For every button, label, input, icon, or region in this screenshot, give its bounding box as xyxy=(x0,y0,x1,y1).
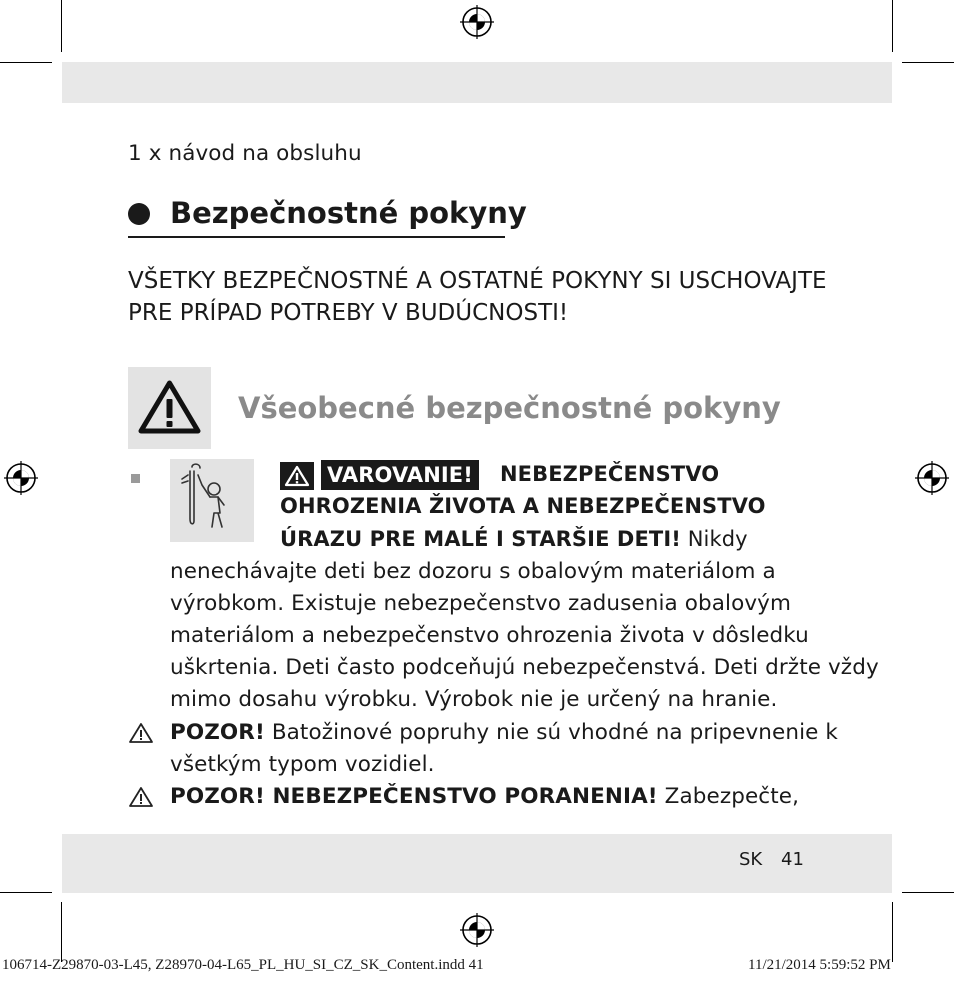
child-warning-icon xyxy=(170,459,254,542)
crop-mark xyxy=(61,0,62,52)
pozor-2-rest: Zabezpečte, xyxy=(664,784,800,809)
warning-head-2: OHROZENIA ŽIVOTA A NEBEZPEČENSTVO xyxy=(280,494,766,518)
warning-triangle-icon xyxy=(128,722,154,744)
pozor-2-line xyxy=(170,781,799,813)
registration-mark-icon xyxy=(915,461,949,495)
caps-line-1: VŠETKY BEZPEČNOSTNÉ A OSTATNÉ POKYNY SI USCHOVAJTE xyxy=(128,268,827,294)
footer-lang: SK xyxy=(739,849,763,870)
crop-mark xyxy=(0,892,52,893)
warning-triangle-icon xyxy=(128,367,211,449)
child-warning-image xyxy=(170,459,254,542)
slug-file: 106714-Z29870-03-L45, Z28970-04-L65_PL_HU_SI_CZ_SK_Content.indd 41 xyxy=(2,957,484,973)
section-heading: Bezpečnostné pokyny xyxy=(170,196,527,230)
registration-mark-icon xyxy=(460,913,494,947)
warning-line: materiálom a nebezpečenstvo ohrozenia života v dôsledku xyxy=(170,623,809,648)
warning-head-3 xyxy=(280,523,748,555)
pozor-2-bold: POZOR! NEBEZPEČENSTVO PORANENIA! xyxy=(170,784,658,809)
warning-head-3-bold: ÚRAZU PRE MALÉ I STARŠIE DETI! xyxy=(280,527,681,551)
crop-mark xyxy=(0,62,52,63)
pozor-line-2: všetkým typom vozidiel. xyxy=(170,752,435,777)
pozor-1-bold: POZOR! xyxy=(170,720,265,745)
footer-page-number: 41 xyxy=(781,849,804,870)
warning-line: výrobkom. Existuje nebezpečenstvo zadusenia obalovým xyxy=(170,591,792,616)
warning-line: uškrtenia. Deti často podceňujú nebezpečenstvá. Deti držte vždy xyxy=(170,655,879,680)
section-heading-underline xyxy=(128,236,505,238)
warning-triangle-icon xyxy=(128,786,154,808)
crop-mark xyxy=(892,0,893,52)
warning-head-3-rest: Nikdy xyxy=(687,527,748,551)
warning-line: mimo dosahu výrobku. Výrobok nie je určený na hranie. xyxy=(170,687,778,712)
caps-line-2: PRE PRÍPAD POTREBY V BUDÚCNOSTI! xyxy=(128,300,569,326)
crop-mark xyxy=(902,892,954,893)
bullet-square-icon xyxy=(131,474,140,483)
crop-mark xyxy=(61,902,62,962)
warning-line: nenechávajte deti bez dozoru s obalovým materiálom a xyxy=(170,559,776,584)
general-safety-heading: Všeobecné bezpečnostné pokyny xyxy=(238,391,781,425)
header-band xyxy=(62,62,892,103)
pozor-line-1 xyxy=(170,717,838,749)
slug-datetime: 11/21/2014 5:59:52 PM xyxy=(748,957,891,973)
registration-mark-icon xyxy=(4,461,38,495)
warning-triangle-icon xyxy=(280,462,314,490)
warning-icon-box xyxy=(128,367,211,449)
intro-line: 1 x návod na obsluhu xyxy=(128,141,362,166)
warning-head-1: NEBEZPEČENSTVO xyxy=(500,462,720,486)
warning-triangle-badge xyxy=(280,462,314,490)
warning-label: VAROVANIE! xyxy=(321,460,479,490)
pozor-1-rest: Batožinové popruhy nie sú vhodné na pripevnenie k xyxy=(271,720,838,745)
crop-mark xyxy=(902,62,954,63)
section-bullet-icon xyxy=(128,203,150,225)
registration-mark-icon xyxy=(460,5,494,39)
footer-band xyxy=(62,834,892,893)
crop-mark xyxy=(892,902,893,962)
